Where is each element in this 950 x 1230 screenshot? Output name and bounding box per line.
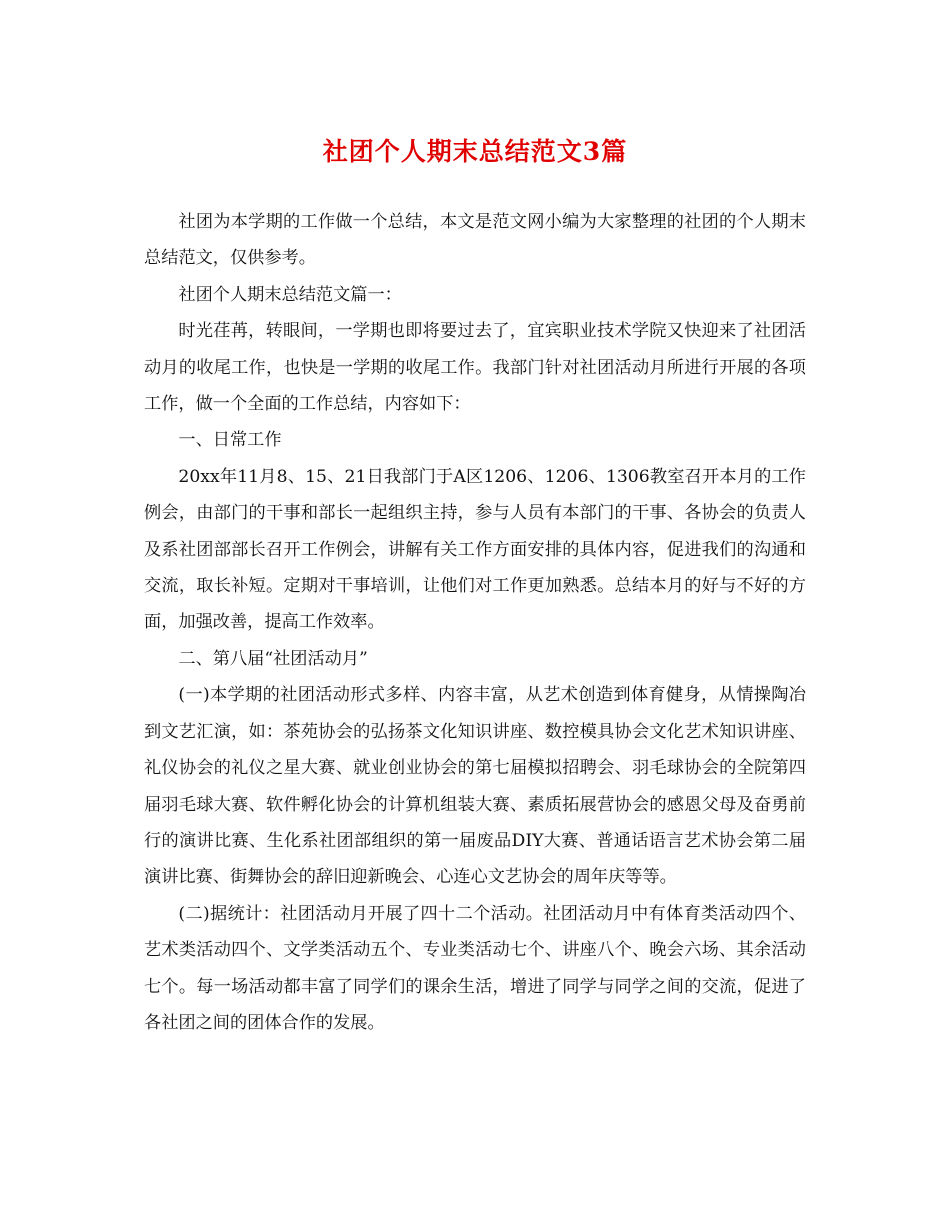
paragraph-heading-daily-work: 一、日常工作	[178, 430, 282, 451]
paragraph-daily-work: 20xx年11月8、15、21日我部门于A区1206、1206、1306教室召开本月的工作例会，由部门的干事和部长一起组织主持，参与人员有本部门的干事、各协会的负责人及系社团部部长召开工作例会，讲解有关工作方面安排的具体内容，促进我们的沟通和交流，取长补短。定期对干事培训，让他们对工作更加熟悉。总结本月的好与不好的方面，加强改善，提高工作效率。	[144, 466, 806, 633]
paragraph-intro: 社团为本学期的工作做一个总结，本文是范文网小编为大家整理的社团的个人期末总结范文，仅供参考。	[144, 212, 806, 269]
paragraph-statistics: (二)据统计：社团活动月开展了四十二个活动。社团活动月中有体育类活动四个、艺术类活动四个、文学类活动五个、专业类活动七个、讲座八个、晚会六场、其余活动七个。每一场活动都丰富了同学们的课余生活，增进了同学与同学之间的交流，促进了各社团之间的团体合作的发展。	[144, 903, 806, 1033]
paragraph-activities: (一)本学期的社团活动形式多样、内容丰富，从艺术创造到体育健身，从情操陶冶到文艺汇演，如：茶苑协会的弘扬茶文化知识讲座、数控模具协会文化艺术知识讲座、礼仪协会的礼仪之星大赛、就业创业协会的第七届模拟招聘会、羽毛球协会的全院第四届羽毛球大赛、软件孵化协会的计算机组装大赛、素质拓展营协会的感恩父母及奋勇前行的演讲比赛、生化系社团部组织的第一届废品DIY大赛、普通话语言艺术协会第二届演讲比赛、街舞协会的辞旧迎新晚会、心连心文艺协会的周年庆等等。	[144, 685, 806, 888]
document-title: 社团个人期末总结范文3篇	[322, 137, 628, 166]
paragraph-heading-activity-month: 二、第八届“社团活动月”	[178, 648, 368, 669]
paragraph-section-heading: 社团个人期末总结范文篇一：	[178, 284, 402, 305]
paragraph-opening: 时光荏苒，转眼间，一学期也即将要过去了，宜宾职业技术学院又快迎来了社团活动月的收尾工作，也快是一学期的收尾工作。我部门针对社团活动月所进行开展的各项工作，做一个全面的工作总结，内容如下：	[144, 321, 806, 415]
document-body	[144, 204, 806, 1041]
